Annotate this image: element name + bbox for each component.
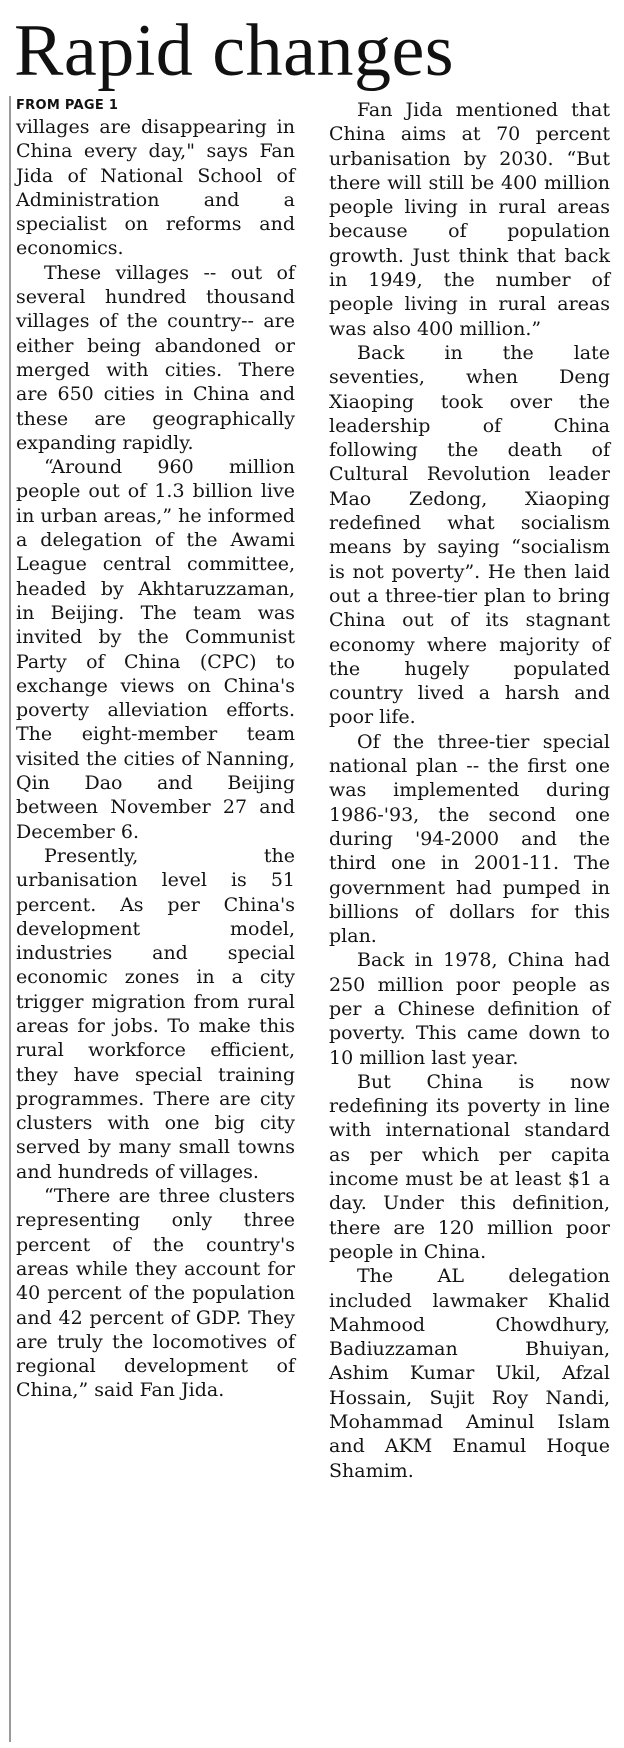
paragraph: Presently, the urbanisation level is 51 percent. As per China's development model, industries and special economic zones in a city trigger migration from rural areas for jobs. To make this rural workforce efficient, they have special training programmes. There are city clusters with one big city served by many small towns and hundreds of villages.	[16, 844, 295, 1183]
paragraph: But China is now redefining its poverty in line with international standard as per which per capita income must be at least $1 a day. Under this definition, there are 120 million poor people in China.	[329, 1070, 610, 1263]
paragraph: Of the three-tier special national plan -- the first one was implemented during 1986-'93, the second one during '94-2000 and the third one in 2001-11. The government had pumped in billions of dollars for this plan.	[329, 730, 610, 948]
paragraph: villages are disappearing in China every day," says Fan Jida of National School of Administration and a specialist on reforms and economics.	[16, 116, 295, 260]
column-rule	[9, 96, 11, 1742]
continuation-kicker: FROM PAGE 1	[16, 98, 119, 113]
article-column-right	[329, 98, 610, 1483]
paragraph: Fan Jida mentioned that China aims at 70 percent urbanisation by 2030. “But there will still be 400 million people living in rural areas because of population growth. Just think that back in 1949, the number of people living in rural areas was also 400 million.”	[329, 99, 610, 340]
paragraph: Back in 1978, China had 250 million poor people as per a Chinese definition of poverty. This came down to 10 million last year.	[329, 949, 610, 1069]
paragraph: The AL delegation included lawmaker Khalid Mahmood Chowdhury, Badiuzzaman Bhuiyan, Ashim Kumar Ukil, Afzal Hossain, Sujit Roy Nandi, Mohammad Aminul Islam and AKM Enamul Hoque Shamim.	[329, 1265, 610, 1482]
paragraph: Back in the late seventies, when Deng Xiaoping took over the leadership of China following the death of Cultural Revolution leader Mao Zedong, Xiaoping redefined what socialism means by saying “socialism is not poverty”. He then laid out a three-tier plan to bring China out of its stagnant economy where majority of the hugely populated country lived a harsh and poor life.	[329, 341, 610, 729]
paragraph: These villages -- out of several hundred thousand villages of the country-- are either being abandoned or merged with cities. There are 650 cities in China and these are geographically expanding rapidly.	[16, 261, 295, 454]
paragraph: “There are three clusters representing only three percent of the country's areas while they account for 40 percent of the population and 42 percent of GDP. They are truly the locomotives of regional development of China,” said Fan Jida.	[16, 1185, 295, 1402]
article-headline: Rapid changes	[14, 10, 455, 92]
paragraph: “Around 960 million people out of 1.3 billion live in urban areas,” he informed a delegation of the Awami League central committee, headed by Akhtaruzzaman, in Beijing. The team was invited by the Communist Party of China (CPC) to exchange views on China's poverty alleviation efforts. The eight-member team visited the cities of Nanning, Qin Dao and Beijing between November 27 and December 6.	[16, 456, 295, 843]
article-column-left	[16, 98, 295, 1403]
